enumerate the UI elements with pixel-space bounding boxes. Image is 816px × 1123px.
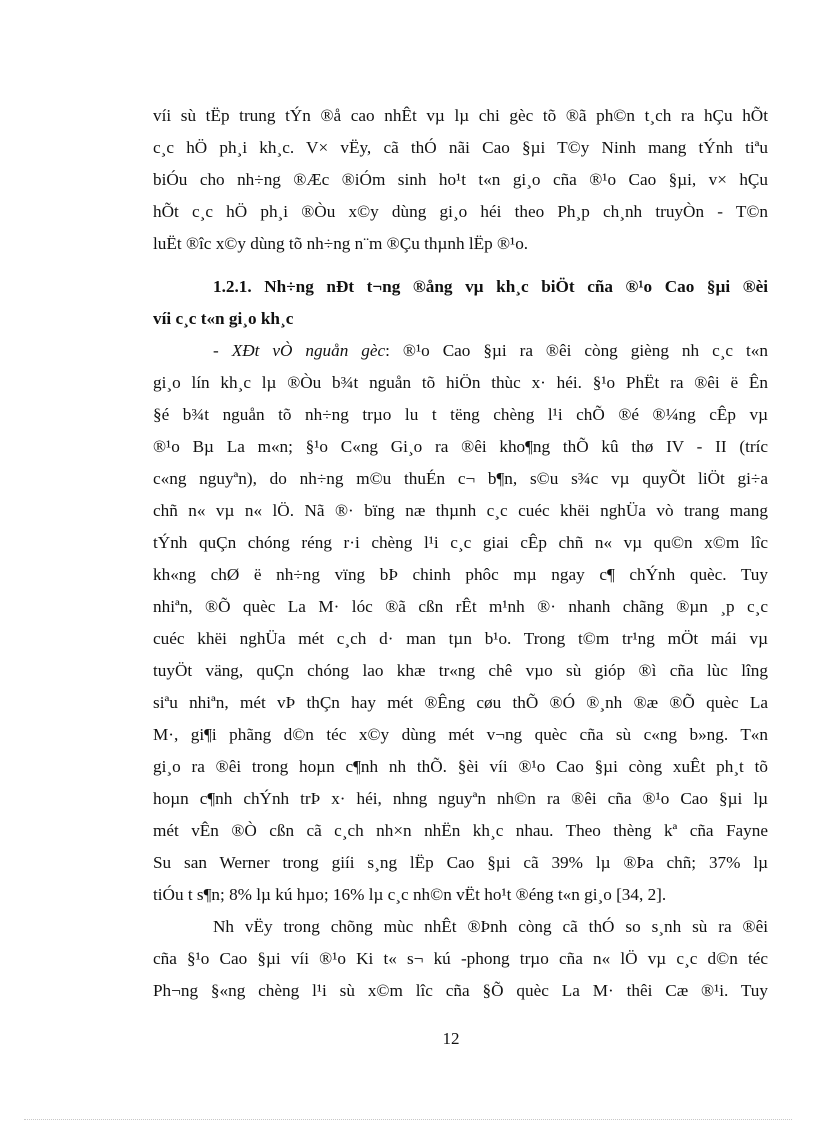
text-line: mét vÊn ®Ò cßn cã c¸ch nh×n nhËn kh¸c nhau. Theo thèng kª cña Fayne: [153, 821, 768, 840]
text-line: tuyÖt väng, quÇn chóng lao khæ tr«ng chê vµo sù gióp ®ì cña lùc lîng: [153, 661, 768, 680]
text-line: Ph¬ng §«ng chèng l¹i sù x©m lîc cña §Õ quèc La M· thêi Cæ ®¹i. Tuy: [153, 981, 768, 1000]
heading-line: 1.2.1. Nh÷ng nÐt t¬ng ®ång vµ kh¸c biÖt cña ®¹o Cao §µi ®èi: [213, 277, 768, 296]
heading-line: víi c¸c t«n gi¸o kh¸c: [153, 309, 294, 328]
text-line: kh«ng chØ ë nh÷ng vïng bÞ chinh phôc mµ ngay c¶ chÝnh quèc. Tuy: [153, 565, 768, 584]
text-line: [153, 335, 768, 367]
text-line: tÝnh quÇn chóng réng r·i chèng l¹i c¸c giai cÊp chñ n« vµ qu©n x©m lîc: [153, 533, 768, 552]
paragraph-continued: [153, 100, 768, 260]
text-line: chñ n« vµ n« lÖ. Nã ®· bïng næ thµnh c¸c cuéc khëi nghÜa vò trang mang: [153, 501, 768, 520]
text-line: c«ng nguyªn), do nh÷ng m©u thuÉn c¬ b¶n, s©u s¾c vµ quyÕt liÖt gi÷a: [153, 469, 768, 488]
text-line: cuéc khëi nghÜa mét c¸ch d· man tµn b¹o. Trong t©m tr¹ng mÖt mái vµ: [153, 629, 768, 648]
page-bottom-divider: [24, 1119, 792, 1120]
text-line: Nh vËy trong chõng mùc nhÊt ®Þnh còng cã thÓ so s¸nh sù ra ®êi: [213, 917, 768, 936]
paragraph-origin: [153, 335, 768, 911]
text-line: Su san Werner trong giíi s¸ng lËp Cao §µi cã 39% lµ ®Þa chñ; 37% lµ: [153, 853, 768, 872]
text-line: cña §¹o Cao §µi víi ®¹o Ki t« s¬ kú -phong trµo cña n« lÖ vµ c¸c d©n téc: [153, 949, 768, 968]
text-line: nhiªn, ®Õ quèc La M· lóc ®ã cßn rÊt m¹nh ®· nhanh chãng ®µn ¸p c¸c: [153, 597, 768, 616]
text-line: víi sù tËp trung tÝn ®å cao nhÊt vµ lµ chi gèc tõ ®ã ph©n t¸ch ra hÇu hÕt: [153, 106, 768, 125]
origin-label: - XÐt vÒ nguån gèc: [213, 341, 386, 360]
spacer: [153, 260, 768, 271]
page-body: [153, 100, 768, 1007]
text-line: siªu nhiªn, mét vÞ thÇn hay mét ®Êng cøu thÕ ®Ó ®¸nh ®æ ®Õ quèc La: [153, 693, 768, 712]
text-line: ®¹o Bµ La m«n; §¹o C«ng Gi¸o ra ®êi kho¶ng thÕ kû thø IV - II (tríc: [153, 437, 768, 456]
text-line: biÓu cho nh÷ng ®Æc ®iÓm sinh ho¹t t«n gi¸o cña ®¹o Cao §µi, v× hÇu: [153, 170, 768, 189]
text-line: luËt ®îc x©y dùng tõ nh÷ng n¨m ®Çu thµnh lËp ®¹o.: [153, 234, 529, 253]
text-line: tiÓu t s¶n; 8% lµ kú hµo; 16% lµ c¸c nh©n vËt ho¹t ®éng t«n gi¸o [34, 2].: [153, 885, 667, 904]
text-line: gi¸o lín kh¸c lµ ®Òu b¾t nguån tõ hiÖn thùc x· héi. §¹o PhËt ra ®êi ë Ên: [153, 373, 768, 392]
text-line: hoµn c¶nh chÝnh trÞ x· héi, nhng nguyªn nh©n ra ®êi cña ®¹o Cao §µi lµ: [153, 789, 768, 808]
paragraph-comparison: [153, 911, 768, 1007]
text-line: M·, gi¶i phãng d©n téc x©y dùng mét v¬ng quèc cña sù c«ng b»ng. T«n: [153, 725, 768, 744]
text-line: §é b¾t nguån tõ nh÷ng trµo lu t tëng chèng l¹i chÕ ®é ®¼ng cÊp vµ: [153, 405, 768, 424]
text-line: hÕt c¸c hÖ ph¸i ®Òu x©y dùng gi¸o héi theo Ph¸p ch¸nh truyÒn - T©n: [153, 202, 768, 221]
origin-text: : ®¹o Cao §µi ra ®êi còng gièng nh c¸c t«n: [385, 341, 768, 360]
text-line: gi¸o ra ®êi trong hoµn c¶nh nh thÕ. §èi víi ®¹o Cao §µi còng xuÊt ph¸t tõ: [153, 757, 768, 776]
text-line: c¸c hÖ ph¸i kh¸c. V× vËy, cã thÓ nãi Cao §µi T©y Ninh mang tÝnh tiªu: [153, 138, 768, 157]
page-number: 12: [442, 1029, 460, 1048]
section-heading: [153, 271, 768, 335]
